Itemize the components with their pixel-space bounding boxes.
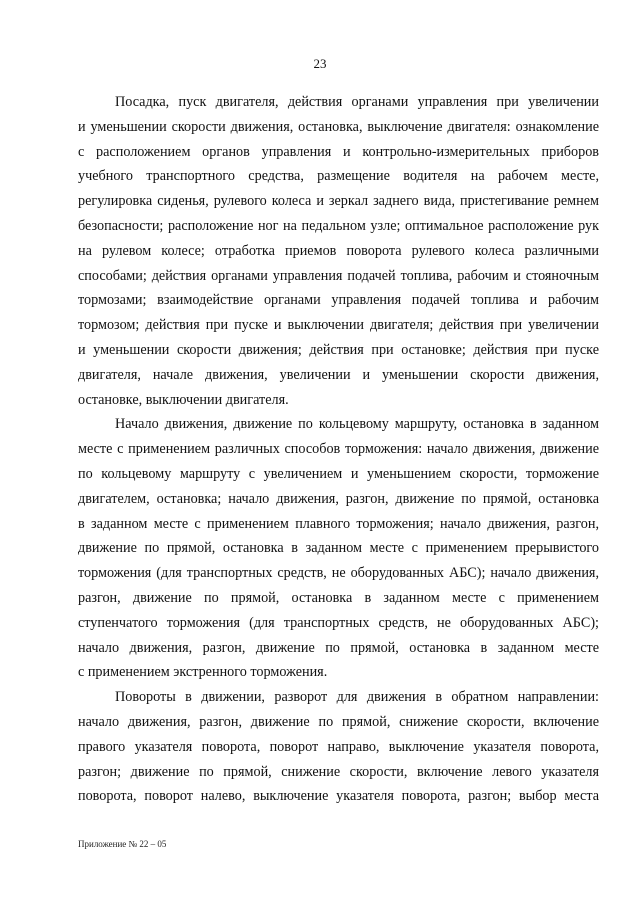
text-line: по кольцевому маршруту с увеличением и уменьшением скорости, торможение [78,465,599,482]
text-line: Посадка, пуск двигателя, действия органами управления при увеличении [115,94,599,110]
text-line: на рулевом колесе; отработка приемов поворота рулевого колеса различными [78,242,599,259]
text-line: учебного транспортного средства, размещение водителя на рабочем месте, [78,168,599,185]
text-line: Повороты в движении, разворот для движения в обратном направлении: [115,689,599,706]
text-line: двигателя, начале движения, увеличении и уменьшении скорости движения, [78,366,599,383]
text-line: тормозом; действия при пуске и выключении двигателя; действия при увеличении [78,317,599,334]
page-footer: Приложение № 22 – 05 [78,839,167,849]
text-line: в заданном месте с применением плавного торможения; начало движения, разгон, [78,515,599,532]
text-line: двигателем, остановка; начало движения, разгон, движение по прямой, остановка [78,490,599,507]
body-text [78,90,599,809]
text-line: Начало движения, движение по кольцевому маршруту, остановка в заданном [115,416,599,433]
text-line: правого указателя поворота, поворот направо, выключение указателя поворота, [78,738,599,755]
text-line: начало движения, разгон, движение по прямой, остановка в заданном месте [78,639,599,656]
text-line: разгон; движение по прямой, снижение скорости, включение левого указателя [78,763,599,780]
text-line: месте с применением различных способов торможения: начало движения, движение [78,441,599,458]
text-line: с применением экстренного торможения. [78,664,328,681]
text-line: и уменьшении скорости движения, остановка, выключение двигателя: ознакомление [78,118,599,135]
text-line: торможения (для транспортных средств, не оборудованных АБС); начало движения, [78,565,599,582]
text-line: с расположением органов управления и контрольно-измерительных приборов [78,143,599,160]
text-line: начало движения, разгон, движение по прямой, снижение скорости, включение [78,713,599,730]
text-line: способами; действия органами управления подачей топлива, рабочим и стояночным [78,267,599,284]
paragraph [78,412,599,685]
text-line: движение по прямой, остановка в заданном месте с применением прерывистого [78,540,599,557]
text-line: регулировка сиденья, рулевого колеса и зеркал заднего вида, пристегивание ремнем [78,193,599,210]
text-line: безопасности; расположение ног на педальном узле; оптимальное расположение рук [78,217,599,234]
paragraph [78,685,599,809]
page-number: 23 [313,56,327,71]
text-line: разгон, движение по прямой, остановка в заданном месте с применением [78,589,599,606]
paragraph [78,90,599,412]
text-line: тормозами; взаимодействие органами управления подачей топлива и рабочим [78,292,599,309]
text-line: остановке, выключении двигателя. [78,391,289,408]
text-line: и уменьшении скорости движения; действия при остановке; действия при пуске [78,341,599,358]
text-line: поворота, поворот налево, выключение указателя поворота, разгон; выбор места [78,788,599,805]
text-line: ступенчатого торможения (для транспортных средств, не оборудованных АБС); [78,614,599,631]
